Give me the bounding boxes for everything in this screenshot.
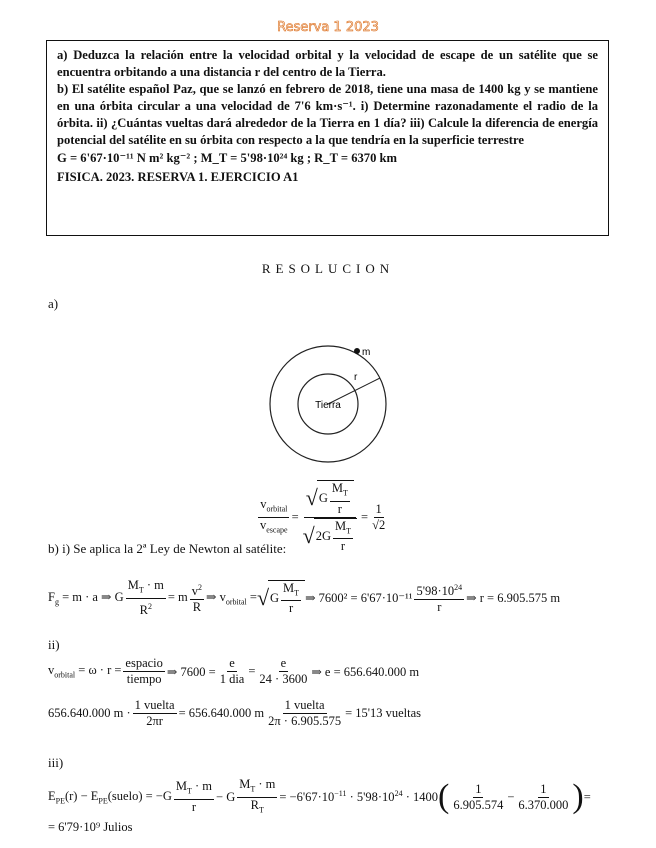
potential-energy-equation: $E_{PE}(r)$ − $E_{PE}(suelo) = -G$ $\frac{M_T \cdot m}{r}$ − G $\frac{M_T \cdot m}{R_T}$ = $-6'67\cdot 10^{-11} \cdot 5'98\cdot 10^{24} \cdot 1400$ ( $\frac{1}{6.905.574}$ − $\frac{1}{6.370.000}$ ) = bbox=[48, 777, 591, 815]
resolution-title: RESOLUCION bbox=[261, 261, 395, 276]
orbit-diagram bbox=[258, 334, 398, 474]
label-b: b) i) Se aplica la 2ª Ley de Newton al satélite: bbox=[48, 541, 287, 556]
mass-label: m bbox=[362, 347, 371, 358]
newton-equation: $F_g = m \cdot a$ ⇒ G $\frac{M_T \cdot m}{R^2}$ = m $\frac{v^2}{R}$ ⇒ $v_{orbital}$ = √ G $\frac{M_T}{r}$ ⇒ 7600² = 6'67·10⁻¹¹ $\frac{5'98\cdot 10^{24}}{r}$ ⇒ r = 6.905.575 m bbox=[48, 578, 561, 617]
distance-equation: $v_{orbital} = \omega \cdot r$ = $\frac{\text{espacio}}{\text{tiempo}}$ ⇒ 7600 = $\frac{e}{\text{1 dia}}$ = $\frac{e}{24 \cdot 3600}$ ⇒ e = 656.640.000 m bbox=[48, 656, 420, 686]
header-title: Reserva 1 2023 bbox=[277, 20, 379, 35]
exercise-reference: FISICA. 2023. RESERVA 1. EJERCICIO A1 bbox=[57, 170, 299, 184]
label-a: a) bbox=[48, 296, 59, 311]
label-ii: ii) bbox=[48, 637, 60, 652]
problem-statement-box bbox=[46, 40, 609, 236]
constants-line: G = 6'67·10⁻¹¹ N m² kg⁻² ; M_T = 5'98·10²⁴ kg ; R_T = 6370 km bbox=[57, 151, 398, 165]
part-b-text: b) El satélite español Paz, que se lanzó en febrero de 2018, tiene una masa de 1400 kg y se mantiene en una órbita circular a una velocidad de 7'6 km·s⁻¹. i) Determine razonadamente el radio de la órbita. ii) ¿Cuántas vueltas dará alrededor de la Tierra en 1 día? iii) Calcule la diferencia de energía potencial del satélite en su órbita con respecto a la que tendría en la superficie terrestre bbox=[57, 82, 599, 147]
velocity-ratio-equation: $\frac{v_{orbital}}{v_{escape}}$ = √ G $\frac{M_T}{r}$ √ 2G $\frac{M_T}{r}$ = $\frac{1}{√2}$ bbox=[260, 481, 386, 553]
label-iii: iii) bbox=[48, 755, 64, 770]
energy-result: = 6'79·10⁹ Julios bbox=[48, 820, 133, 834]
earth-label: Tierra bbox=[315, 400, 341, 411]
part-a-text: a) Deduzca la relación entre la velocidad orbital y la velocidad de escape de un satélite que se encuentra orbitando a una distancia r del centro de la Tierra. bbox=[57, 48, 598, 79]
laps-equation: 656.640.000 m · $\frac{\text{1 vuelta}}{2\pi r}$ = 656.640.000 m $\frac{\text{1 vuelta}}{2\pi \cdot 6.905.575}$ = 15'13 vueltas bbox=[48, 698, 422, 728]
satellite-dot bbox=[354, 348, 360, 354]
radius-label: r bbox=[354, 372, 358, 383]
